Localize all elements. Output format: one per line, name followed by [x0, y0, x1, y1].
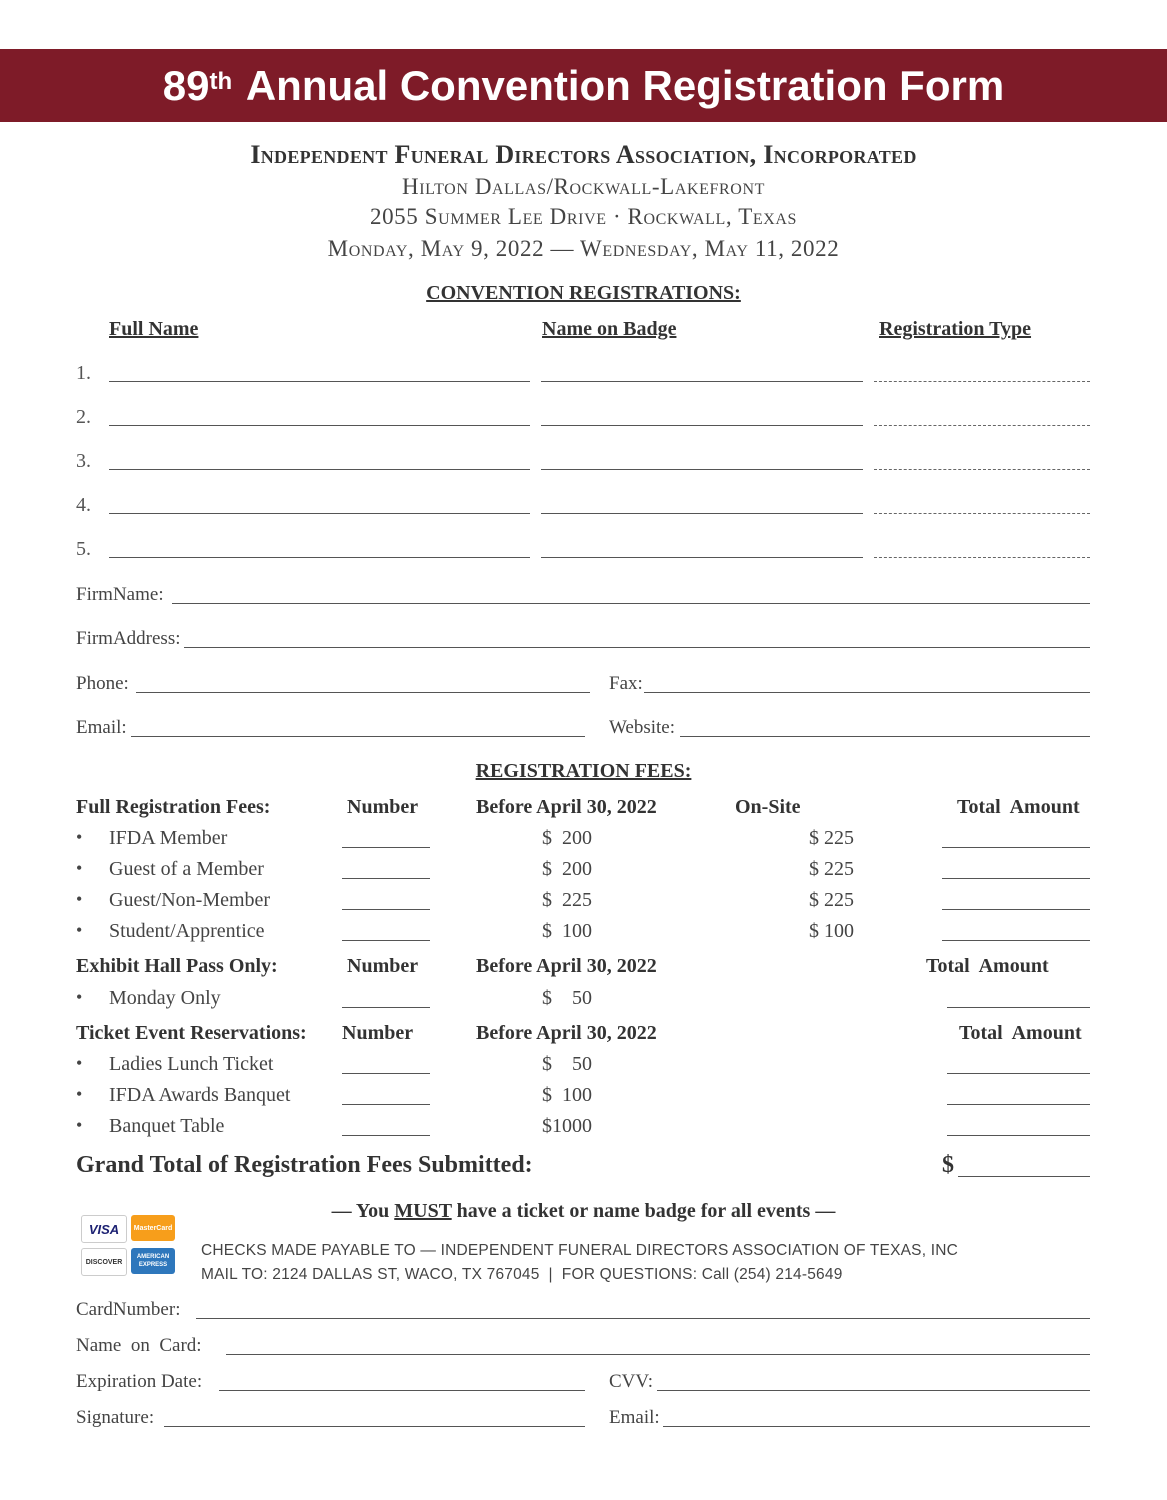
fee-item-name: IFDA Awards Banquet — [109, 1084, 291, 1106]
badge-notice — [0, 1200, 1167, 1223]
payment-email-field[interactable] — [663, 1426, 1090, 1427]
before-date-column-header: Before April 30, 2022 — [476, 796, 657, 818]
firm-name-field[interactable] — [172, 603, 1090, 604]
badge-name-field[interactable] — [541, 381, 863, 382]
firm-name-label: FirmName: — [76, 584, 164, 605]
number-field[interactable] — [342, 909, 430, 910]
grand-total-field[interactable] — [958, 1176, 1090, 1177]
name-on-card-label: Name on Card: — [76, 1335, 202, 1356]
email-label: Email: — [76, 717, 127, 738]
name-on-card-field[interactable] — [226, 1354, 1090, 1355]
before-price: $ 50 — [542, 1053, 592, 1075]
full-name-column-header: Full Name — [109, 318, 199, 340]
venue-name: Hilton Dallas/Rockwall-Lakefront — [402, 174, 765, 199]
card-number-label: CardNumber: — [76, 1299, 181, 1320]
bullet-icon: • — [76, 858, 83, 878]
badge-name-field[interactable] — [541, 469, 863, 470]
number-column-header: Number — [347, 796, 419, 818]
notice-suffix: have a ticket or name badge for all events — — [451, 1200, 836, 1222]
before-price: $ 100 — [542, 920, 592, 942]
registration-fees-heading: REGISTRATION FEES: — [475, 760, 692, 782]
registration-type-field[interactable] — [874, 513, 1090, 514]
number-field[interactable] — [342, 940, 430, 941]
before-price: $ 225 — [542, 889, 592, 911]
phone-field[interactable] — [136, 692, 590, 693]
registration-type-field[interactable] — [874, 557, 1090, 558]
exhibit-before-column-header: Before April 30, 2022 — [476, 955, 657, 977]
ticket-before-column-header: Before April 30, 2022 — [476, 1022, 657, 1044]
row-number: 5. — [76, 538, 91, 560]
card-number-field[interactable] — [196, 1318, 1090, 1319]
before-price: $ 100 — [542, 1084, 592, 1106]
exhibit-number-column-header: Number — [347, 955, 419, 977]
total-amount-field[interactable] — [947, 1135, 1090, 1136]
venue-address: 2055 Summer Lee Drive · Rockwall, Texas — [369, 204, 798, 229]
expiration-date-label: Expiration Date: — [76, 1371, 203, 1392]
full-name-field[interactable] — [109, 557, 530, 558]
visa-logo: VISA — [81, 1215, 127, 1243]
fee-item-name: Monday Only — [109, 987, 221, 1009]
bullet-icon: • — [76, 920, 83, 940]
registration-type-field[interactable] — [874, 381, 1090, 382]
onsite-price: $ 100 — [809, 920, 854, 942]
before-price: $1000 — [542, 1115, 592, 1137]
total-amount-field[interactable] — [947, 1073, 1090, 1074]
full-registration-fees-heading: Full Registration Fees: — [76, 796, 271, 818]
payment-email-label: Email: — [609, 1407, 660, 1428]
firm-address-label: FirmAddress: — [76, 628, 181, 649]
email-field[interactable] — [131, 736, 585, 737]
full-name-field[interactable] — [109, 513, 530, 514]
notice-prefix: — You — [331, 1200, 395, 1222]
total-amount-field[interactable] — [942, 847, 1090, 848]
before-price: $ 200 — [542, 858, 592, 880]
amex-logo: AMERICAN EXPRESS — [131, 1248, 175, 1274]
fax-label: Fax: — [609, 673, 643, 694]
row-number: 4. — [76, 494, 91, 516]
total-amount-field[interactable] — [947, 1104, 1090, 1105]
discover-logo: DISCOVER — [81, 1248, 127, 1276]
bullet-icon: • — [76, 1084, 83, 1104]
organization-name: Independent Funeral Directors Association, Incorporated — [250, 140, 917, 169]
exhibit-total-column-header: Total Amount — [926, 955, 1049, 977]
fax-field[interactable] — [644, 692, 1090, 693]
mastercard-logo: MasterCard — [131, 1215, 175, 1241]
bullet-icon: • — [76, 987, 83, 1007]
website-field[interactable] — [680, 736, 1090, 737]
expiration-date-field[interactable] — [219, 1390, 585, 1391]
badge-name-column-header: Name on Badge — [542, 318, 677, 340]
onsite-price: $ 225 — [809, 827, 854, 849]
full-name-field[interactable] — [109, 425, 530, 426]
registration-type-field[interactable] — [874, 425, 1090, 426]
notice-must: MUST — [394, 1200, 452, 1222]
bullet-icon: • — [76, 889, 83, 909]
registration-type-column-header: Registration Type — [879, 318, 1032, 340]
bullet-icon: • — [76, 827, 83, 847]
row-number: 2. — [76, 406, 91, 428]
badge-name-field[interactable] — [541, 513, 863, 514]
fee-item-name: Banquet Table — [109, 1115, 225, 1137]
full-name-field[interactable] — [109, 381, 530, 382]
row-number: 1. — [76, 362, 91, 384]
mail-to-text: MAIL TO: 2124 DALLAS ST, WACO, TX 767045 | FOR QUESTIONS: Call (254) 214-5649 — [201, 1266, 843, 1283]
onsite-column-header: On-Site — [735, 796, 801, 818]
number-field[interactable] — [342, 878, 430, 879]
number-field[interactable] — [342, 1135, 430, 1136]
fee-item-name: Ladies Lunch Ticket — [109, 1053, 274, 1075]
badge-name-field[interactable] — [541, 425, 863, 426]
fee-item-name: Guest of a Member — [109, 858, 264, 880]
before-price: $ 50 — [542, 987, 592, 1009]
grand-total-label: Grand Total of Registration Fees Submitted: — [76, 1152, 533, 1178]
total-amount-field[interactable] — [947, 1007, 1090, 1008]
exhibit-hall-heading: Exhibit Hall Pass Only: — [76, 955, 278, 977]
number-field[interactable] — [342, 847, 430, 848]
ticket-number-column-header: Number — [342, 1022, 414, 1044]
number-field[interactable] — [342, 1104, 430, 1105]
onsite-price: $ 225 — [809, 889, 854, 911]
cvv-field[interactable] — [657, 1390, 1090, 1391]
title-text: Annual Convention Registration Form — [245, 61, 1005, 109]
ticket-total-column-header: Total Amount — [959, 1022, 1082, 1044]
form-title-banner — [0, 49, 1167, 122]
registration-type-field[interactable] — [874, 469, 1090, 470]
full-name-field[interactable] — [109, 469, 530, 470]
signature-label: Signature: — [76, 1407, 155, 1428]
total-amount-field[interactable] — [942, 909, 1090, 910]
total-amount-field[interactable] — [942, 878, 1090, 879]
bullet-icon: • — [76, 1053, 83, 1073]
number-field[interactable] — [342, 1073, 430, 1074]
fee-item-name: IFDA Member — [109, 827, 228, 849]
badge-name-field[interactable] — [541, 557, 863, 558]
cvv-label: CVV: — [609, 1371, 653, 1392]
checks-payable-text: CHECKS MADE PAYABLE TO — INDEPENDENT FUNERAL DIRECTORS ASSOCIATION OF TEXAS, INC — [201, 1242, 958, 1259]
before-price: $ 200 — [542, 827, 592, 849]
title-ordinal: th — [209, 67, 233, 95]
total-amount-column-header: Total Amount — [957, 796, 1080, 818]
number-field[interactable] — [342, 1007, 430, 1008]
fee-item-name: Guest/Non-Member — [109, 889, 271, 911]
total-amount-field[interactable] — [942, 940, 1090, 941]
fee-item-name: Student/Apprentice — [109, 920, 265, 942]
onsite-price: $ 225 — [809, 858, 854, 880]
row-number: 3. — [76, 450, 91, 472]
ticket-events-heading: Ticket Event Reservations: — [76, 1022, 307, 1044]
website-label: Website: — [609, 717, 676, 738]
event-dates: Monday, May 9, 2022 — Wednesday, May 11, 2022 — [327, 236, 840, 261]
convention-registrations-heading: CONVENTION REGISTRATIONS: — [426, 282, 741, 304]
phone-label: Phone: — [76, 673, 129, 694]
grand-total-dollar-sign: $ — [942, 1152, 954, 1178]
signature-field[interactable] — [164, 1426, 585, 1427]
firm-address-field[interactable] — [184, 647, 1090, 648]
title-number: 89 — [162, 61, 210, 109]
bullet-icon: • — [76, 1115, 83, 1135]
